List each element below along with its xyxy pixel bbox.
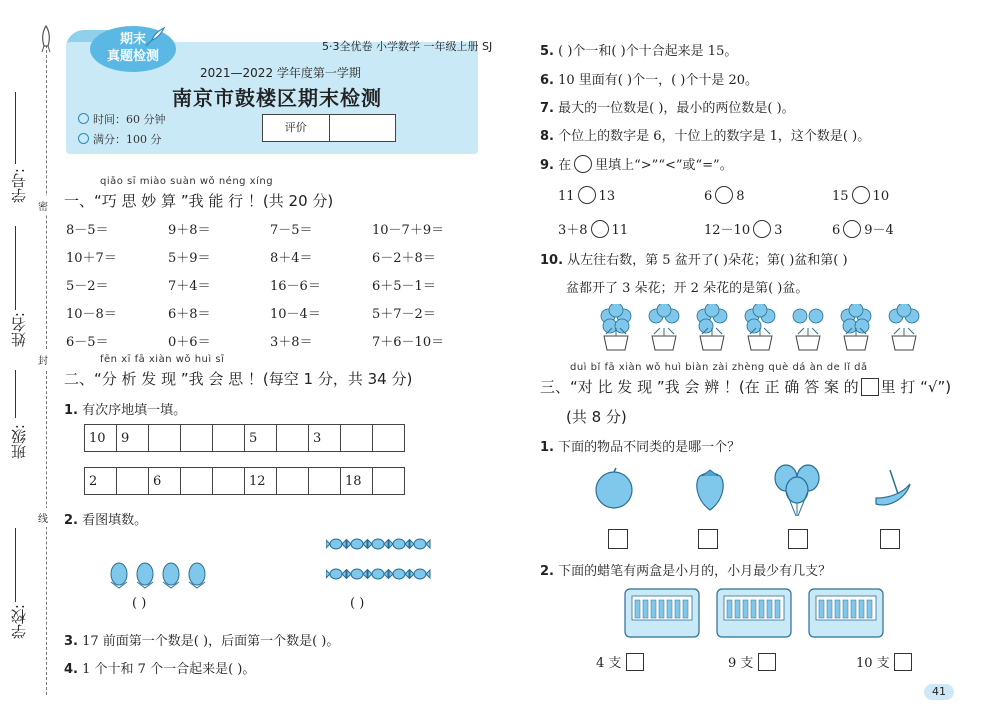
q-text: 下面的物品不同类的是哪一个？ bbox=[558, 440, 741, 455]
flower-pot-icon bbox=[788, 304, 828, 352]
compare-circle[interactable] bbox=[715, 186, 733, 204]
candy-picture bbox=[326, 534, 432, 590]
sequence-cell[interactable] bbox=[213, 468, 245, 495]
flower-pot-icon bbox=[836, 304, 876, 352]
q-number: 9. bbox=[540, 158, 554, 173]
q-number: 5. bbox=[540, 44, 554, 59]
question-6 bbox=[540, 69, 758, 88]
calc-item: 6－5＝ bbox=[66, 335, 109, 350]
page-title: 南京市鼓楼区期末检测 bbox=[172, 86, 382, 110]
school-year: 2021—2022 学年度第一学期 bbox=[200, 66, 361, 80]
calc-item: 8＋4＝ bbox=[270, 251, 313, 266]
evaluation-box bbox=[262, 114, 396, 142]
q-text: 个位上的数字是 6，十位上的数字是 1，这个数是( )。 bbox=[558, 129, 871, 144]
question-5 bbox=[540, 40, 737, 59]
s3-question-1 bbox=[540, 436, 740, 455]
q-text: 在 bbox=[558, 158, 572, 173]
q-text: 10 里面有( )个一，( )个十是 20。 bbox=[558, 73, 759, 88]
compare-item bbox=[558, 186, 615, 204]
s3-question-2 bbox=[540, 560, 831, 579]
answer-box-strawberry[interactable] bbox=[698, 529, 718, 549]
compare-left: 6 bbox=[832, 223, 841, 238]
compare-circle[interactable] bbox=[753, 220, 771, 238]
candy-mark bbox=[393, 569, 405, 579]
calc-item: 3＋8＝ bbox=[270, 335, 313, 350]
time-info bbox=[78, 111, 166, 127]
flower-pot-icon bbox=[884, 304, 924, 352]
banana-icon bbox=[870, 464, 914, 514]
option-text: 4 支 bbox=[596, 656, 622, 671]
option-text: 9 支 bbox=[728, 656, 754, 671]
school-label: 学校: bbox=[10, 604, 28, 640]
sequence-cell[interactable]: 6 bbox=[149, 468, 181, 495]
option-10 bbox=[856, 652, 912, 671]
sequence-cell[interactable]: 12 bbox=[245, 468, 277, 495]
flower-pot-icon bbox=[692, 304, 732, 352]
q-number: 4. bbox=[64, 662, 78, 677]
sequence-row-2 bbox=[84, 467, 405, 495]
q-text: 有次序地填一填。 bbox=[82, 403, 187, 418]
class-underline bbox=[15, 370, 16, 418]
sequence-cell[interactable] bbox=[277, 425, 309, 452]
q-text: 最大的一位数是( )，最小的两位数是( )。 bbox=[558, 101, 795, 116]
calc-item: 7＋4＝ bbox=[168, 279, 211, 294]
q-number: 7. bbox=[540, 101, 554, 116]
sequence-cell[interactable] bbox=[277, 468, 309, 495]
badge-line2: 真题检测 bbox=[106, 49, 159, 64]
q-text: 1 个十和 7 个一合起来是( )。 bbox=[82, 662, 256, 677]
calc-item: 9＋8＝ bbox=[168, 223, 211, 238]
calc-item: 0＋6＝ bbox=[168, 335, 211, 350]
sequence-cell[interactable]: 3 bbox=[309, 425, 341, 452]
calc-item: 10＋7＝ bbox=[66, 251, 117, 266]
section1-pinyin: qiǎo sī miào suàn wǒ néng xíng bbox=[100, 176, 274, 187]
flower-pot-icon bbox=[596, 304, 636, 352]
sequence-cell[interactable] bbox=[213, 425, 245, 452]
compare-left: 11 bbox=[558, 189, 575, 204]
candy-mark bbox=[372, 539, 384, 549]
sequence-cell[interactable]: 10 bbox=[85, 425, 117, 452]
calc-item: 7－5＝ bbox=[270, 223, 313, 238]
compare-left: 3＋8 bbox=[558, 223, 588, 238]
q-number: 10. bbox=[540, 253, 564, 268]
calc-item: 5－2＝ bbox=[66, 279, 109, 294]
sequence-cell[interactable] bbox=[373, 468, 405, 495]
calc-item: 10－4＝ bbox=[270, 307, 321, 322]
sequence-cell[interactable] bbox=[373, 425, 405, 452]
section2-pinyin: fēn xī fā xiàn wǒ huì sī bbox=[100, 354, 225, 365]
compare-right: 9－4 bbox=[864, 223, 894, 238]
crayon-box-icon bbox=[624, 588, 700, 638]
section1-title: 一、“巧 思 妙 算 ”我 能 行 ！(共 20 分) bbox=[64, 192, 334, 210]
s2-question-2 bbox=[64, 509, 147, 528]
compare-right: 13 bbox=[598, 189, 616, 204]
page-number: 41 bbox=[924, 684, 954, 700]
option-box[interactable] bbox=[626, 653, 644, 671]
compare-circle[interactable] bbox=[843, 220, 861, 238]
binding-margin bbox=[0, 0, 56, 723]
time-text: 时间：60 分钟 bbox=[93, 113, 166, 126]
answer-box-apple[interactable] bbox=[608, 529, 628, 549]
q-number: 1. bbox=[540, 440, 554, 455]
sequence-cell[interactable] bbox=[149, 425, 181, 452]
section3-title-text-2: 里 打 “√”) bbox=[880, 378, 952, 396]
compare-item bbox=[704, 186, 745, 204]
balloons-icon bbox=[770, 462, 826, 518]
calc-item: 6＋8＝ bbox=[168, 307, 211, 322]
candy-mark bbox=[330, 539, 342, 549]
candy-mark bbox=[372, 569, 384, 579]
clock-icon bbox=[78, 113, 89, 124]
option-4 bbox=[596, 652, 644, 671]
question-10-line2: 盆都开了 3 朵花；开 2 朵花的是第( )盆。 bbox=[566, 281, 809, 296]
calc-item: 5＋7－2＝ bbox=[372, 307, 436, 322]
calc-item: 7＋6－10＝ bbox=[372, 335, 445, 350]
calc-item: 6＋5－1＝ bbox=[372, 279, 436, 294]
compare-circle[interactable] bbox=[852, 186, 870, 204]
question-10 bbox=[540, 249, 848, 268]
compare-right: 11 bbox=[611, 223, 629, 238]
calc-item: 6－2＋8＝ bbox=[372, 251, 436, 266]
option-box[interactable] bbox=[894, 653, 912, 671]
school-underline bbox=[15, 528, 16, 602]
corn-answer[interactable]: ( ) bbox=[132, 596, 147, 611]
seal-char-1: 密 bbox=[38, 196, 48, 215]
q-number: 3. bbox=[64, 634, 78, 649]
sequence-cell[interactable] bbox=[181, 425, 213, 452]
sequence-cell[interactable] bbox=[341, 425, 373, 452]
compare-left: 15 bbox=[832, 189, 849, 204]
answer-box-banana[interactable] bbox=[880, 529, 900, 549]
q-text: 17 前面第一个数是( )，后面第一个数是( )。 bbox=[82, 634, 340, 649]
compare-circle[interactable] bbox=[591, 220, 609, 238]
compare-item bbox=[832, 219, 894, 238]
q-number: 2. bbox=[540, 564, 554, 579]
q-text: ( )个一和( )个十合起来是 15。 bbox=[558, 44, 738, 59]
eval-label: 评价 bbox=[263, 115, 330, 141]
series-label: 5·3全优卷 小学数学 一年级上册 SJ bbox=[322, 40, 493, 53]
calc-item: 5＋9＝ bbox=[168, 251, 211, 266]
compare-right: 3 bbox=[774, 223, 783, 238]
strawberry-icon bbox=[690, 466, 730, 512]
eval-field[interactable] bbox=[330, 115, 396, 141]
check-icon bbox=[78, 133, 89, 144]
answer-box-balloons[interactable] bbox=[788, 529, 808, 549]
sequence-cell[interactable]: 18 bbox=[341, 468, 373, 495]
q-number: 1. bbox=[64, 403, 78, 418]
score-info bbox=[78, 131, 162, 147]
flower-pot-icon bbox=[644, 304, 684, 352]
corn-picture bbox=[106, 560, 212, 590]
compare-right: 10 bbox=[872, 189, 890, 204]
badge-line1: 期末 bbox=[119, 32, 146, 47]
s2-question-4 bbox=[64, 658, 255, 677]
candy-mark bbox=[330, 569, 342, 579]
sequence-row-1 bbox=[84, 424, 405, 452]
option-9 bbox=[728, 652, 776, 671]
compare-circle[interactable] bbox=[578, 186, 596, 204]
s2-question-3 bbox=[64, 630, 339, 649]
compare-right: 8 bbox=[736, 189, 745, 204]
section3-title bbox=[540, 376, 951, 397]
flower-pot-icon bbox=[740, 304, 780, 352]
candy-answer[interactable]: ( ) bbox=[350, 596, 365, 611]
question-9 bbox=[540, 154, 733, 173]
crayon-box-icon bbox=[716, 588, 792, 638]
section3-title-text: 三、“对 比 发 现 ”我 会 辨 ！(在 正 确 答 案 的 bbox=[540, 378, 859, 396]
name-underline bbox=[15, 226, 16, 310]
id-underline bbox=[15, 92, 16, 164]
compare-left: 12－10 bbox=[704, 223, 751, 238]
s2-question-1 bbox=[64, 399, 186, 418]
sequence-cell[interactable] bbox=[117, 468, 149, 495]
seal-char-3: 线 bbox=[38, 508, 48, 527]
q-number: 6. bbox=[540, 73, 554, 88]
candy-mark bbox=[351, 539, 363, 549]
candy-mark bbox=[393, 539, 405, 549]
crayon-box-icon bbox=[808, 588, 884, 638]
seal-char-2: 封 bbox=[38, 350, 48, 369]
compare-item bbox=[832, 186, 889, 204]
sequence-cell[interactable] bbox=[181, 468, 213, 495]
option-box[interactable] bbox=[758, 653, 776, 671]
q-text: 下面的蜡笔有两盒是小月的，小月最少有几支？ bbox=[558, 564, 832, 579]
q-number: 8. bbox=[540, 129, 554, 144]
section3-points: (共 8 分) bbox=[566, 408, 627, 426]
answer-box-icon bbox=[861, 378, 879, 396]
calc-item: 8－5＝ bbox=[66, 223, 109, 238]
q-text: 看图填数。 bbox=[82, 513, 148, 528]
rocket-icon bbox=[36, 24, 56, 54]
option-text: 10 支 bbox=[856, 656, 890, 671]
sequence-cell[interactable]: 5 bbox=[245, 425, 277, 452]
q-text: 从左往右数，第 5 盆开了( )朵花；第( )盆和第( ) bbox=[567, 253, 848, 268]
score-text: 满分：100 分 bbox=[93, 133, 162, 146]
candy-mark bbox=[351, 569, 363, 579]
question-8 bbox=[540, 125, 870, 144]
class-label: 班级: bbox=[10, 424, 28, 460]
sequence-cell[interactable]: 9 bbox=[117, 425, 149, 452]
q-text-2: 里填上“>”“<”或“=”。 bbox=[595, 158, 733, 173]
student-id-label: 学号: bbox=[10, 168, 28, 204]
calc-item: 16－6＝ bbox=[270, 279, 321, 294]
sequence-cell[interactable]: 2 bbox=[85, 468, 117, 495]
sequence-cell[interactable] bbox=[309, 468, 341, 495]
name-label: 姓名: bbox=[10, 312, 28, 348]
section2-title: 二、“分 析 发 现 ”我 会 思 ！(每空 1 分，共 34 分) bbox=[64, 370, 413, 388]
candy-mark bbox=[414, 539, 426, 549]
q-number: 2. bbox=[64, 513, 78, 528]
compare-item bbox=[704, 219, 782, 238]
question-7 bbox=[540, 97, 795, 116]
candy-mark bbox=[414, 569, 426, 579]
calc-item: 10－7＋9＝ bbox=[372, 223, 445, 238]
rocket-badge-icon bbox=[142, 26, 166, 50]
circle-icon bbox=[574, 155, 592, 173]
section3-pinyin: duì bǐ fā xiàn wǒ huì biàn zài zhèng què dá àn de lǐ dǎ bbox=[570, 362, 868, 373]
apple-icon bbox=[592, 466, 636, 510]
compare-left: 6 bbox=[704, 189, 713, 204]
compare-item bbox=[558, 219, 628, 238]
calc-item: 10－8＝ bbox=[66, 307, 117, 322]
